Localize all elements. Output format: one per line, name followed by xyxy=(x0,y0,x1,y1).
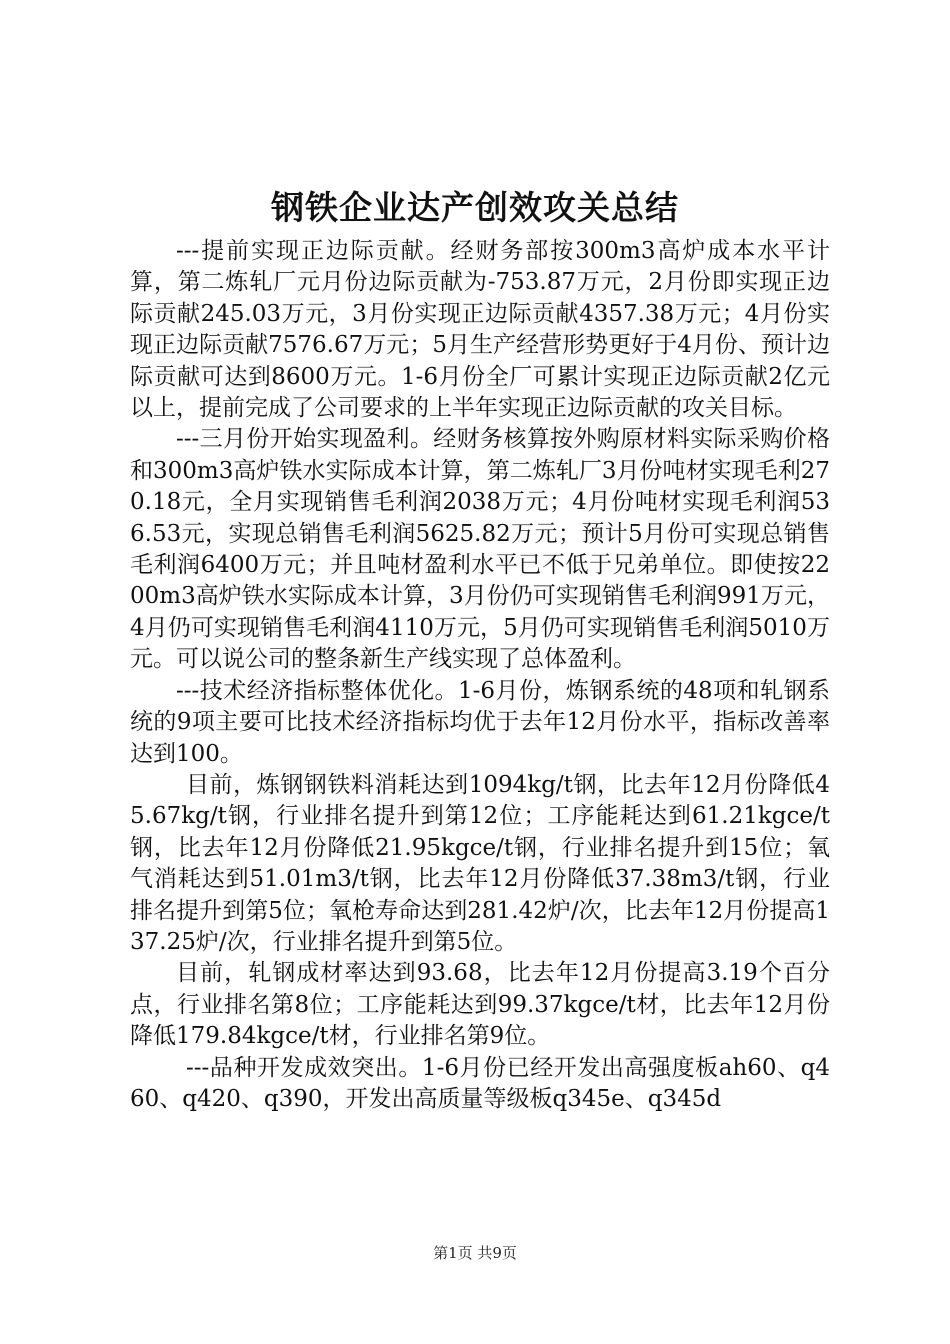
document-title: 钢铁企业达产创效攻关总结 xyxy=(271,188,679,227)
document-body xyxy=(130,236,830,1115)
paragraph-technical-indicators: ---技术经济指标整体优化。1-6月份，炼钢系统的48项和轧钢系统的9项主要可比技术经济指标均优于去年12月份水平，指标改善率达到100。 xyxy=(130,677,830,767)
paragraph-rolling-metrics: 目前，轧钢成材率达到93.68，比去年12月份提高3.19个百分点，行业排名第8位；工序能耗达到99.37kgce/t材，比去年12月份降低179.84kgce/t材，行业排名第9位。 xyxy=(130,960,830,1050)
paragraph-steelmaking-metrics: 目前，炼钢钢铁料消耗达到1094kg/t钢，比去年12月份降低45.67kg/t钢，行业排名提升到第12位；工序能耗达到61.21kgce/t钢，比去年12月份降低21.95kgce/t钢，行业排名提升到15位；氧气消耗达到51.01m3/t钢，比去年12月份降低37.38m3/t钢，行业排名提升到第5位；氧枪寿命达到281.42炉/次，比去年12月份提高137.25炉/次，行业排名提升到第5位。 xyxy=(130,771,830,955)
paragraph-marginal-contribution: ---提前实现正边际贡献。经财务部按300m3高炉成本水平计算，第二炼轧厂元月份边际贡献为-753.87万元，2月份即实现正边际贡献245.03万元，3月份实现正边际贡献4357.38万元；4月份实现正边际贡献7576.67万元；5月生产经营形势更好于4月份、预计边际贡献可达到8600万元。1-6月份全厂可累计实现正边际贡献2亿元以上，提前完成了公司要求的上半年实现正边际贡献的攻关目标。 xyxy=(130,238,830,422)
paragraph-product-development: ---品种开发成效突出。1-6月份已经开发出高强度板ah60、q460、q420、q390，开发出高质量等级板q345e、q345d xyxy=(130,1054,830,1112)
page-number-footer: 第1页 共9页 xyxy=(433,1244,517,1262)
paragraph-profit-from-march: ---三月份开始实现盈利。经财务核算按外购原材料实际采购价格和300m3高炉铁水实际成本计算，第二炼轧厂3月份吨材实现毛利270.18元，全月实现销售毛利润2038万元；4月份吨材实现毛利润536.53元，实现总销售毛利润5625.82万元；预计5月份可实现总销售毛利润6400万元；并且吨材盈利水平已不低于兄弟单位。即使按2200m3高炉铁水实际成本计算，3月份仍可实现销售毛利润991万元，4月仍可实现销售毛利润4110万元，5月仍可实现销售毛利润5010万元。可以说公司的整条新生产线实现了总体盈利。 xyxy=(130,426,830,673)
